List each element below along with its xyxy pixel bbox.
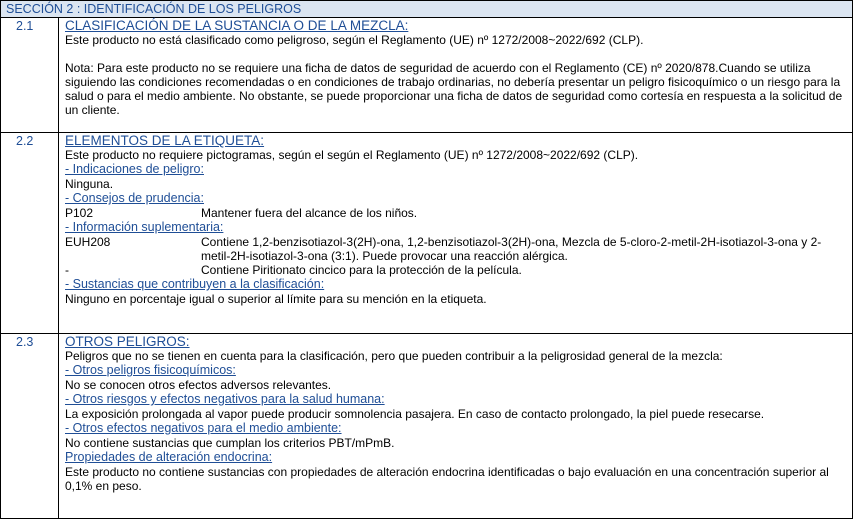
health-text: La exposición prolongada al vapor puede producir somnolencia pasajera. En caso de contacto prolongado, la piel puede resecarse.	[65, 407, 765, 421]
supplementary-row	[65, 235, 846, 263]
subsection-number: 2.2	[1, 133, 59, 333]
environment-text: No contiene sustancias que cumplan los criterios PBT/mPmB.	[65, 436, 395, 450]
supplementary-heading: - Información suplementaria:	[65, 220, 224, 234]
supplementary-row	[65, 263, 846, 277]
subsection-content	[59, 18, 852, 132]
subsection-heading: CLASIFICACIÓN DE LA SUSTANCIA O DE LA MEZCLA:	[65, 18, 409, 33]
section-title: SECCIÓN 2 : IDENTIFICACIÓN DE LOS PELIGROS	[1, 1, 852, 18]
classification-text: Este producto no está clasificado como peligroso, según el Reglamento (UE) nº 1272/2008~2022/692 (CLP).	[65, 33, 644, 47]
supplementary-text: Contiene 1,2-benzisotiazol-3(2H)-ona, 1,2-benzisotiazol-3(2H)-ona, Mezcla de 5-cloro-2-metil-2H-isotiazol-3-ona y 2-metil-2H-isotiazol-3-ona (3:1). Puede provocar una reacción alérgica.	[201, 235, 822, 263]
supplementary-code: -	[65, 263, 69, 277]
note-text: Nota: Para este producto no se requiere una ficha de datos de seguridad de acuerdo con el Reglamento (CE) nº 2020/878.Cuando se utiliza siguiendo las condiciones recomendadas o en condiciones de trabajo ordinarias, no debería presentar un peligro fisicoquímico o un riesgo para la salud o para el medio ambiente. No obstante, se puede proporcionar una ficha de datos de seguridad como cortesía en respuesta a la solicitud de un cliente.	[65, 61, 843, 117]
physchem-text: No se conocen otros efectos adversos relevantes.	[65, 378, 332, 392]
endocrine-text: Este producto no contiene sustancias con propiedades de alteración endocrina identificadas o bajo evaluación en una concentración superior al 0,1% en peso.	[65, 465, 829, 493]
subsection-content	[59, 334, 852, 519]
subsection-number: 2.3	[1, 334, 59, 519]
prudence-text: Mantener fuera del alcance de los niños.	[201, 206, 418, 220]
subsection-2-3	[1, 334, 852, 519]
subsection-number: 2.1	[1, 18, 59, 132]
subsection-2-1	[1, 18, 852, 133]
substances-text: Ninguno en porcentaje igual o superior al límite para su mención en la etiqueta.	[65, 292, 487, 306]
subsection-heading: OTROS PELIGROS:	[65, 334, 190, 349]
subsection-2-2	[1, 133, 852, 334]
prudence-code: P102	[65, 206, 94, 220]
substances-heading: - Sustancias que contribuyen a la clasificación:	[65, 277, 325, 291]
environment-heading: - Otros efectos negativos para el medio ambiente:	[65, 421, 342, 435]
hazard-text: Ninguna.	[65, 177, 114, 191]
hazard-heading: - Indicaciones de peligro:	[65, 162, 204, 176]
subsection-content	[59, 133, 852, 333]
other-hazards-text: Peligros que no se tienen en cuenta para la clasificación, pero que pueden contribuir a la peligrosidad general de la mezcla:	[65, 349, 723, 363]
prudence-row	[65, 206, 846, 220]
endocrine-heading: Propiedades de alteración endocrina:	[65, 450, 273, 464]
subsection-heading: ELEMENTOS DE LA ETIQUETA:	[65, 133, 265, 148]
supplementary-text: Contiene Piritionato cincico para la protección de la película.	[201, 263, 522, 277]
physchem-heading: - Otros peligros fisicoquímicos:	[65, 363, 236, 377]
prudence-heading: - Consejos de prudencia:	[65, 191, 204, 205]
pictogram-text: Este producto no requiere pictogramas, según el según el Reglamento (UE) nº 1272/2008~2022/692 (CLP).	[65, 148, 639, 162]
health-heading: - Otros riesgos y efectos negativos para la salud humana:	[65, 392, 385, 406]
supplementary-code: EUH208	[65, 235, 111, 249]
